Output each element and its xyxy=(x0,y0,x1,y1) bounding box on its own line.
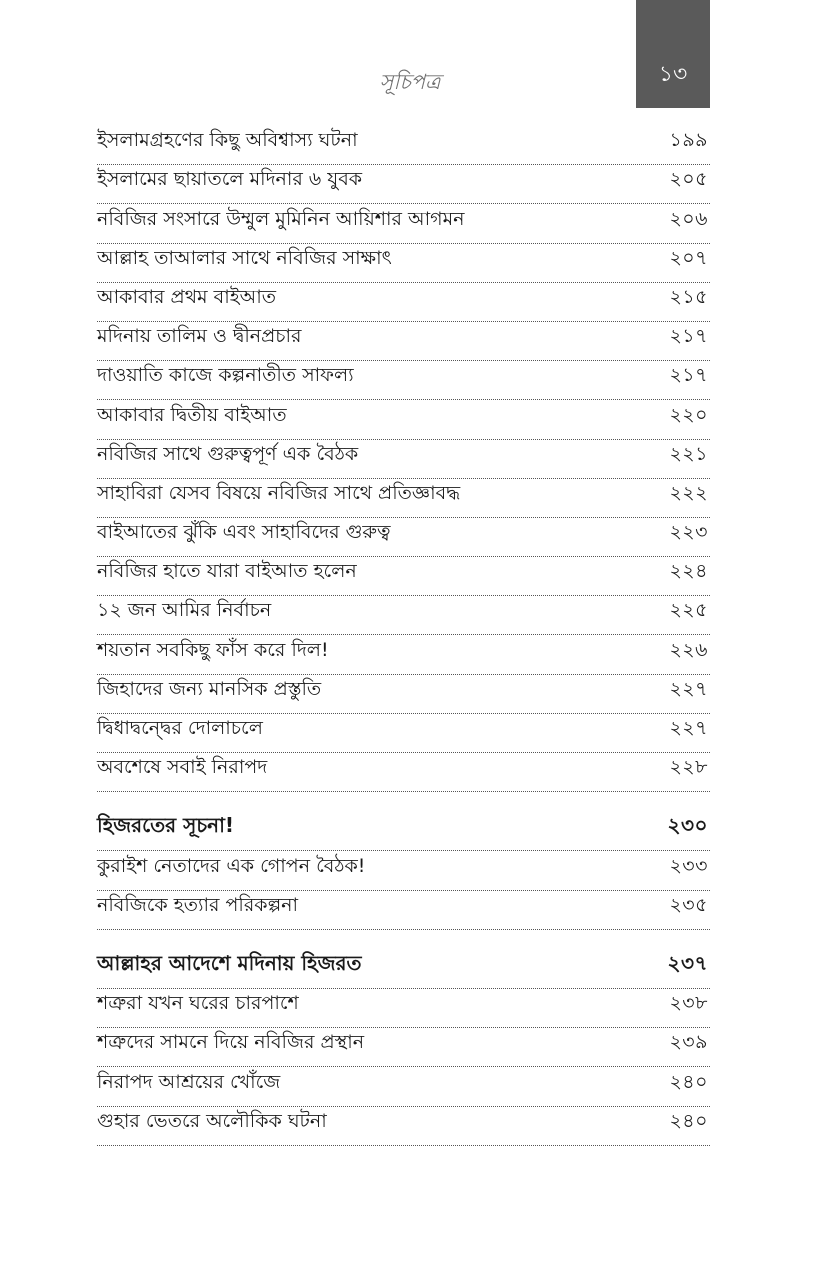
toc-entry[interactable] xyxy=(97,1107,710,1146)
toc-entry-page: ২০৫ xyxy=(669,168,708,191)
toc-entry[interactable] xyxy=(97,753,710,792)
toc-entry-title: বাইআতের ঝুঁকি এবং সাহাবিদের গুরুত্ব xyxy=(97,521,391,544)
toc-entry-title: দাওয়াতি কাজে কল্পনাতীত সাফল্য xyxy=(97,364,354,387)
toc-entry-title: নবিজির সংসারে উম্মুল মুমিনিন আয়িশার আগমন xyxy=(97,207,465,230)
toc-entry-title: সাহাবিরা যেসব বিষয়ে নবিজির সাথে প্রতিজ্ঞাবদ্ধ xyxy=(97,481,461,504)
toc-entry-page: ২৩৯ xyxy=(669,1031,708,1054)
toc-entry[interactable] xyxy=(97,989,710,1028)
toc-entry-page: ২১৫ xyxy=(669,285,708,308)
toc-entry-page: ২২২ xyxy=(669,481,708,504)
toc-entry-title: আকাবার দ্বিতীয় বাইআত xyxy=(97,403,287,426)
toc-entry[interactable] xyxy=(97,361,710,400)
toc-entry-page: ১৯৯ xyxy=(669,129,708,152)
toc-entry[interactable] xyxy=(97,714,710,753)
page-number-tab xyxy=(636,0,710,108)
page-number: ১৩ xyxy=(658,62,688,87)
toc-entry-page: ২২৬ xyxy=(669,638,708,661)
toc-heading-page: ২৩০ xyxy=(667,813,708,838)
toc-heading-title: আল্লাহর আদেশে মদিনায় হিজরত xyxy=(97,950,362,975)
toc-entry[interactable] xyxy=(97,1067,710,1106)
toc-entry-title: কুরাইশ নেতাদের এক গোপন বৈঠক! xyxy=(97,854,366,877)
toc-entry-title: নবিজির হাতে যারা বাইআত হলেন xyxy=(97,560,357,583)
running-head: সূচিপত্র xyxy=(379,70,441,94)
toc-entry-title: অবশেষে সবাই নিরাপদ xyxy=(97,756,268,779)
toc-entry[interactable] xyxy=(97,557,710,596)
toc-entry-page: ২০৭ xyxy=(669,246,708,269)
table-of-contents xyxy=(97,126,710,1146)
toc-entry[interactable] xyxy=(97,440,710,479)
toc-entry-title: নবিজিকে হত্যার পরিকল্পনা xyxy=(97,893,298,916)
toc-entry-title: আল্লাহ তাআলার সাথে নবিজির সাক্ষাৎ xyxy=(97,246,392,269)
toc-entry-title: শয়তান সবকিছু ফাঁস করে দিল! xyxy=(97,638,329,661)
toc-entry-page: ২১৭ xyxy=(669,364,708,387)
toc-entry[interactable] xyxy=(97,126,710,165)
toc-entry[interactable] xyxy=(97,596,710,635)
toc-entry[interactable] xyxy=(97,1028,710,1067)
toc-entry-page: ২৩৩ xyxy=(669,854,708,877)
toc-entry-title: আকাবার প্রথম বাইআত xyxy=(97,285,277,308)
toc-entry-title: নবিজির সাথে গুরুত্বপূর্ণ এক বৈঠক xyxy=(97,442,359,465)
toc-heading-title: হিজরতের সূচনা! xyxy=(97,813,234,838)
toc-entry-title: ১২ জন আমির নির্বাচন xyxy=(97,599,272,622)
toc-heading-page: ২৩৭ xyxy=(667,950,708,975)
toc-entry-page: ২৩৫ xyxy=(669,893,708,916)
toc-entry[interactable] xyxy=(97,635,710,674)
toc-entry-page: ২৪০ xyxy=(669,1070,708,1093)
toc-entry[interactable] xyxy=(97,518,710,557)
toc-entry-title: মদিনায় তালিম ও দ্বীনপ্রচার xyxy=(97,325,302,348)
toc-entry-page: ২২৭ xyxy=(669,677,708,700)
toc-entry[interactable] xyxy=(97,851,710,890)
toc-entry[interactable] xyxy=(97,244,710,283)
toc-entry[interactable] xyxy=(97,322,710,361)
toc-entry-title: জিহাদের জন্য মানসিক প্রস্তুতি xyxy=(97,677,322,700)
toc-entry-page: ২০৬ xyxy=(669,207,708,230)
toc-entry-title: নিরাপদ আশ্রয়ের খোঁজে xyxy=(97,1070,281,1093)
section-gap xyxy=(97,792,710,812)
toc-entry-page: ২২০ xyxy=(669,403,708,426)
toc-entry-title: গুহার ভেতরে অলৌকিক ঘটনা xyxy=(97,1109,327,1132)
toc-entry[interactable] xyxy=(97,165,710,204)
toc-entry-title: দ্বিধাদ্বন্দ্বের দোলাচলে xyxy=(97,717,263,739)
toc-entry[interactable] xyxy=(97,675,710,714)
toc-entry-page: ২২৪ xyxy=(669,560,708,583)
toc-entry-title: শত্রুদের সামনে দিয়ে নবিজির প্রস্থান xyxy=(97,1031,365,1054)
toc-entry-page: ২২১ xyxy=(669,442,708,465)
toc-entry[interactable] xyxy=(97,204,710,243)
toc-entry[interactable] xyxy=(97,283,710,322)
section-gap xyxy=(97,930,710,950)
toc-entry[interactable] xyxy=(97,400,710,439)
toc-entry-page: ২২৫ xyxy=(669,599,708,622)
toc-entry[interactable] xyxy=(97,891,710,930)
toc-section-heading[interactable] xyxy=(97,812,710,851)
toc-entry-page: ২২৭ xyxy=(669,717,708,739)
toc-entry[interactable] xyxy=(97,479,710,518)
toc-entry-title: ইসলামগ্রহণের কিছু অবিশ্বাস্য ঘটনা xyxy=(97,129,358,152)
toc-entry-page: ২২৮ xyxy=(669,756,708,779)
toc-entry-page: ২১৭ xyxy=(669,325,708,348)
toc-entry-title: ইসলামের ছায়াতলে মদিনার ৬ যুবক xyxy=(97,168,363,191)
toc-entry-page: ২২৩ xyxy=(669,521,708,544)
toc-entry-page: ২৩৮ xyxy=(669,992,708,1015)
toc-section-heading[interactable] xyxy=(97,950,710,989)
toc-entry-title: শত্রুরা যখন ঘরের চারপাশে xyxy=(97,992,299,1015)
toc-entry-page: ২৪০ xyxy=(669,1109,708,1132)
